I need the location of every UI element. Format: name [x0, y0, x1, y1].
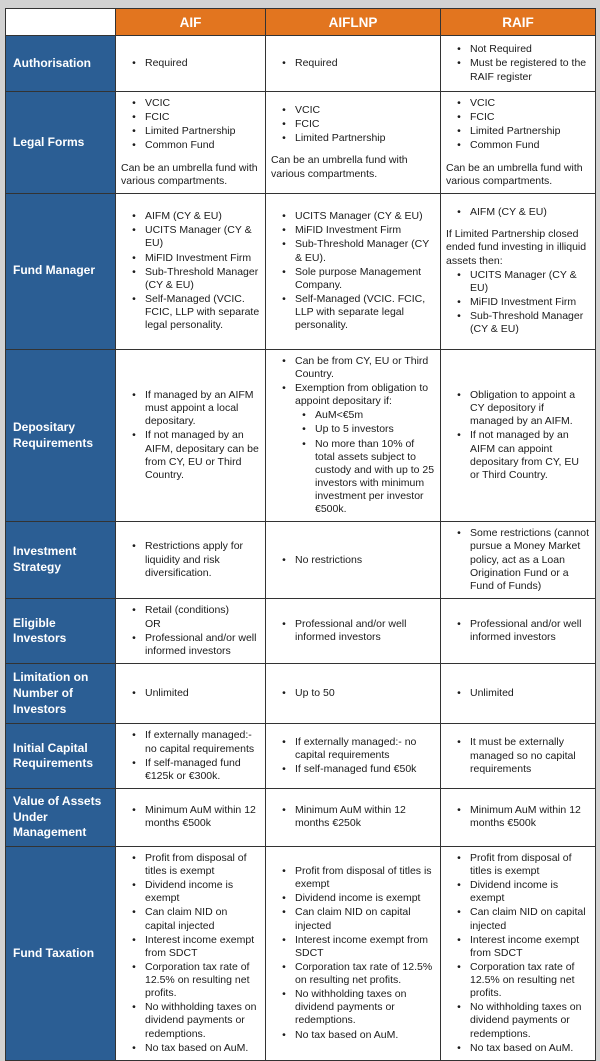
cell-paragraph	[121, 162, 260, 188]
cell-text: VCIC	[295, 104, 321, 117]
cell-text: If managed by an AIFM must appoint a local depositary.	[145, 389, 254, 428]
cell-text: UCITS Manager (CY & EU)	[470, 268, 577, 294]
cell-text: Common Fund	[470, 139, 540, 152]
bullet-icon: •	[457, 295, 461, 308]
cell-text: Dividend income is exempt	[470, 879, 559, 905]
bullet-icon: •	[457, 43, 461, 56]
row-header-value-of-assets-under-management: Value of Assets Under Management	[6, 788, 116, 846]
bullet-icon: •	[457, 268, 461, 281]
cell-text: MiFID Investment Firm	[295, 224, 402, 237]
bullet-icon: •	[457, 906, 461, 919]
bullet-icon: •	[132, 960, 136, 973]
cell-text: It must be externally managed so no capital requirements	[470, 736, 576, 775]
bullet-icon: •	[132, 125, 136, 138]
bullet-item	[446, 43, 590, 56]
cell-text: No tax based on AuM.	[470, 1041, 574, 1054]
bullet-item	[271, 293, 435, 332]
bullet-icon: •	[132, 687, 136, 700]
bullet-icon: •	[132, 879, 136, 892]
cell-text: Up to 5 investors	[315, 423, 394, 436]
cell-text: Up to 50	[295, 687, 335, 700]
cell-text: AIFM (CY & EU)	[470, 206, 547, 219]
cell-text: MiFID Investment Firm	[145, 251, 252, 264]
bullet-item	[271, 961, 435, 987]
bullet-icon: •	[457, 687, 461, 700]
table-row-fund-taxation	[6, 846, 596, 1060]
table-row-eligible-investors	[6, 598, 596, 664]
bullet-icon: •	[132, 540, 136, 553]
cell-legal-forms-aif	[116, 92, 266, 194]
bullet-item	[271, 238, 435, 264]
sub-bullet-item	[271, 423, 435, 436]
cell-text: Sub-Threshold Manager (CY & EU)	[470, 310, 584, 336]
bullet-icon: •	[457, 97, 461, 109]
bullet-item	[121, 729, 260, 755]
cell-eligible-investors-aif	[116, 598, 266, 664]
cell-fund-manager-aif	[116, 193, 266, 349]
bullet-item	[121, 252, 260, 265]
row-header-legal-forms: Legal Forms	[6, 92, 116, 194]
bullet-item	[121, 604, 260, 617]
bullet-item	[271, 906, 435, 932]
bullet-item	[121, 111, 260, 124]
bullet-icon: •	[282, 804, 286, 817]
cell-text: If not managed by an AIFM, depositary can be from CY, EU or Third Country.	[145, 429, 259, 481]
bullet-icon: •	[282, 618, 286, 630]
bullet-item	[271, 687, 435, 700]
cell-text: Can be an umbrella fund with various compartments.	[121, 161, 258, 187]
bullet-item	[121, 757, 260, 783]
bullet-item	[271, 210, 435, 223]
bullet-item	[446, 111, 590, 124]
cell-text: Profit from disposal of titles is exempt	[145, 851, 247, 877]
cell-value-of-assets-under-management-aiflnp	[266, 788, 441, 846]
cell-paragraph	[271, 154, 435, 180]
header-row	[6, 9, 596, 36]
cell-text: If self-managed fund €50k	[295, 763, 417, 776]
bullet-item	[271, 988, 435, 1027]
bullet-item	[271, 804, 435, 830]
cell-text: Unlimited	[145, 687, 189, 700]
cell-text: No withholding taxes on dividend payments or redemptions.	[470, 1001, 582, 1040]
cell-text: If not managed by an AIFM can appoint depositary from CY, EU or Third Country.	[470, 429, 579, 481]
row-header-authorisation: Authorisation	[6, 36, 116, 92]
cell-text: FCIC	[470, 111, 495, 124]
bullet-item	[446, 934, 590, 960]
cell-text: Common Fund	[145, 139, 215, 152]
bullet-item	[121, 224, 260, 250]
cell-paragraph	[446, 228, 590, 267]
cell-text: No restrictions	[295, 553, 363, 566]
cell-fund-taxation-aif	[116, 846, 266, 1060]
cell-text: No withholding taxes on dividend payments or redemptions.	[295, 988, 407, 1027]
bullet-icon: •	[282, 1028, 286, 1041]
bullet-item	[446, 687, 590, 700]
bullet-icon: •	[282, 735, 286, 748]
bullet-icon	[129, 618, 139, 631]
bullet-item	[121, 125, 260, 138]
cell-text: Dividend income is exempt	[295, 892, 421, 905]
bullet-item	[271, 118, 435, 131]
bullet-icon: •	[132, 224, 136, 237]
bullet-icon: •	[457, 310, 461, 323]
bullet-item	[446, 429, 590, 482]
cell-text: Self-Managed (VCIC. FCIC, LLP with separate legal personality.	[145, 292, 260, 332]
cell-text: If externally managed:- no capital requirements	[145, 729, 255, 755]
cell-text: Professional and/or well informed investors	[145, 632, 257, 658]
bullet-item	[446, 269, 590, 295]
bullet-icon: •	[457, 1041, 461, 1054]
bullet-icon: •	[132, 139, 136, 152]
bullet-item	[121, 139, 260, 152]
bullet-item	[446, 736, 590, 775]
cell-initial-capital-requirements-aiflnp	[266, 724, 441, 789]
cell-text: Corporation tax rate of 12.5% on resulting net profits.	[145, 960, 250, 1000]
cell-text: Limited Partnership	[295, 132, 386, 145]
bullet-icon: •	[132, 292, 136, 305]
cell-limitation-on-number-of-investors-aiflnp	[266, 664, 441, 724]
cell-text: Interest income exempt from SDCT	[470, 933, 580, 959]
bullet-icon: •	[132, 804, 136, 817]
bullet-icon: •	[282, 238, 286, 251]
bullet-icon: •	[282, 763, 286, 776]
cell-fund-manager-aiflnp	[266, 193, 441, 349]
cell-text: No tax based on AuM.	[295, 1028, 399, 1041]
cell-text: FCIC	[145, 111, 170, 124]
bullet-icon: •	[457, 851, 461, 864]
bullet-item	[271, 618, 435, 644]
cell-text: If self-managed fund €125k or €300k.	[145, 756, 241, 782]
bullet-icon: •	[132, 756, 136, 769]
bullet-icon: •	[132, 97, 136, 109]
bullet-item	[446, 1042, 590, 1055]
bullet-icon: •	[457, 206, 461, 219]
bullet-icon: •	[282, 892, 286, 905]
column-header-aif: AIF	[116, 9, 266, 36]
bullet-item	[271, 57, 435, 70]
bullet-icon: •	[457, 139, 461, 152]
bullet-icon: •	[132, 251, 136, 264]
bullet-icon: •	[457, 527, 461, 540]
cell-text: Minimum AuM within 12 months €250k	[295, 804, 406, 830]
bullet-icon: •	[302, 423, 306, 436]
bullet-icon: •	[282, 354, 286, 367]
table-row-limitation-on-number-of-investors	[6, 664, 596, 724]
bullet-icon: •	[132, 933, 136, 946]
cell-limitation-on-number-of-investors-raif	[441, 664, 596, 724]
bullet-item	[446, 618, 590, 644]
column-header-aiflnp: AIFLNP	[266, 9, 441, 36]
cell-text: Dividend income is exempt	[145, 879, 234, 905]
row-header-eligible-investors: Eligible Investors	[6, 598, 116, 664]
bullet-item	[121, 389, 260, 428]
bullet-item	[446, 961, 590, 1000]
bullet-item	[446, 1001, 590, 1040]
cell-depositary-requirements-raif	[441, 349, 596, 522]
cell-investment-strategy-aiflnp	[266, 522, 441, 599]
cell-text: Required	[295, 56, 338, 69]
cell-text: If Limited Partnership closed ended fund investing in illiquid assets then:	[446, 228, 587, 267]
cell-text: AuM<€5m	[315, 409, 364, 422]
cell-text: Can claim NID on capital injected	[295, 906, 411, 932]
cell-text: VCIC	[145, 97, 171, 109]
fund-comparison-table	[5, 8, 596, 1061]
bullet-icon: •	[457, 933, 461, 946]
bullet-item	[121, 429, 260, 482]
cell-text: Exemption from obligation to appoint depositary if:	[295, 382, 429, 408]
bullet-item	[271, 224, 435, 237]
bullet-item	[446, 879, 590, 905]
bullet-item	[271, 892, 435, 905]
bullet-item	[446, 57, 590, 83]
bullet-icon: •	[282, 104, 286, 117]
bullet-item	[121, 906, 260, 932]
cell-text: Profit from disposal of titles is exempt	[470, 851, 572, 877]
bullet-item	[446, 527, 590, 593]
cell-text: Can claim NID on capital injected	[470, 906, 586, 932]
bullet-item	[121, 804, 260, 830]
bullet-item	[271, 1029, 435, 1042]
cell-text: Sole purpose Management Company.	[295, 265, 422, 291]
bullet-icon: •	[457, 736, 461, 749]
table-row-investment-strategy	[6, 522, 596, 599]
cell-investment-strategy-raif	[441, 522, 596, 599]
bullet-icon: •	[282, 553, 286, 566]
cell-text: OR	[145, 618, 161, 630]
bullet-icon: •	[457, 57, 461, 70]
bullet-item	[121, 293, 260, 332]
row-header-investment-strategy: Investment Strategy	[6, 522, 116, 599]
row-header-fund-taxation: Fund Taxation	[6, 846, 116, 1060]
cell-text: Corporation tax rate of 12.5% on resulting net profits.	[295, 960, 433, 986]
cell-text: Corporation tax rate of 12.5% on resulting net profits.	[470, 960, 575, 1000]
cell-text: Sub-Threshold Manager (CY & EU).	[295, 238, 430, 264]
cell-text: AIFM (CY & EU)	[145, 210, 222, 223]
bullet-item	[121, 210, 260, 223]
cell-text: Must be registered to the RAIF register	[470, 57, 587, 83]
cell-text: Interest income exempt from SDCT	[145, 933, 255, 959]
cell-text: MiFID Investment Firm	[470, 295, 577, 308]
cell-text: No more than 10% of total assets subject to custody and with up to 25 investors with minimum investment per investor €500k.	[315, 437, 435, 516]
cell-investment-strategy-aif	[116, 522, 266, 599]
bullet-item	[271, 382, 435, 408]
row-header-depositary-requirements: Depositary Requirements	[6, 349, 116, 522]
bullet-item	[121, 687, 260, 700]
bullet-icon: •	[302, 437, 306, 450]
bullet-icon: •	[457, 804, 461, 817]
bullet-item	[446, 906, 590, 932]
bullet-icon: •	[132, 111, 136, 124]
corner-cell	[6, 9, 116, 36]
bullet-item	[121, 57, 260, 70]
cell-initial-capital-requirements-aif	[116, 724, 266, 789]
bullet-item	[271, 934, 435, 960]
cell-text: Unlimited	[470, 687, 514, 700]
bullet-item	[121, 961, 260, 1000]
bullet-icon: •	[132, 632, 136, 645]
cell-legal-forms-raif	[441, 92, 596, 194]
bullet-icon: •	[282, 224, 286, 237]
cell-text: Restrictions apply for liquidity and risk diversification.	[145, 540, 244, 579]
table-row-fund-manager	[6, 193, 596, 349]
cell-paragraph	[446, 162, 590, 188]
cell-text: Profit from disposal of titles is exempt	[295, 865, 432, 891]
bullet-item	[271, 865, 435, 891]
bullet-icon: •	[132, 729, 136, 742]
cell-text: UCITS Manager (CY & EU)	[295, 210, 423, 223]
cell-text: Professional and/or well informed investors	[295, 618, 407, 644]
cell-text: Not Required	[470, 43, 532, 56]
cell-text: Some restrictions (cannot pursue a Money Market policy, act as a Loan Origination Fund or a Fund of Funds)	[470, 527, 590, 592]
cell-text: No withholding taxes on dividend payments or redemptions.	[145, 1001, 257, 1040]
table-body	[6, 36, 596, 1061]
cell-text: Obligation to appoint a CY depository if managed by an AIFM.	[470, 389, 576, 428]
bullet-icon: •	[282, 118, 286, 131]
cell-value-of-assets-under-management-raif	[441, 788, 596, 846]
cell-text: Limited Partnership	[145, 125, 236, 138]
cell-eligible-investors-aiflnp	[266, 598, 441, 664]
cell-value-of-assets-under-management-aif	[116, 788, 266, 846]
bullet-icon: •	[282, 687, 286, 700]
bullet-item	[446, 139, 590, 152]
bullet-icon: •	[282, 988, 286, 1001]
bullet-icon: •	[132, 603, 136, 616]
bullet-icon: •	[132, 1041, 136, 1054]
table-row-authorisation	[6, 36, 596, 92]
cell-text: Professional and/or well informed investors	[470, 618, 582, 644]
cell-initial-capital-requirements-raif	[441, 724, 596, 789]
bullet-icon: •	[132, 429, 136, 442]
row-header-fund-manager: Fund Manager	[6, 193, 116, 349]
cell-text: Minimum AuM within 12 months €500k	[145, 804, 256, 830]
cell-text: Can be from CY, EU or Third Country.	[295, 354, 429, 380]
cell-authorisation-aif	[116, 36, 266, 92]
bullet-icon: •	[132, 851, 136, 864]
cell-legal-forms-aiflnp	[266, 92, 441, 194]
cell-eligible-investors-raif	[441, 598, 596, 664]
cell-text: If externally managed:- no capital requirements	[295, 735, 417, 762]
bullet-icon: •	[457, 618, 461, 630]
cell-text: Can be an umbrella fund with various compartments.	[446, 161, 583, 187]
bullet-icon: •	[132, 56, 136, 69]
bullet-icon: •	[282, 382, 286, 394]
row-header-limitation-on-number-of-investors: Limitation on Number of Investors	[6, 664, 116, 724]
bullet-item	[271, 104, 435, 117]
bullet-item	[121, 97, 260, 110]
bullet-icon: •	[457, 111, 461, 124]
cell-fund-taxation-raif	[441, 846, 596, 1060]
cell-text: Can be an umbrella fund with various compartments.	[271, 154, 408, 180]
table-row-depositary-requirements	[6, 349, 596, 522]
bullet-item	[121, 852, 260, 878]
cell-text: Self-Managed (VCIC. FCIC, LLP with separate legal personality.	[295, 292, 426, 332]
cell-text: Can claim NID on capital injected	[145, 906, 228, 932]
sub-bullet-item	[271, 438, 435, 517]
bullet-item	[271, 736, 435, 762]
table-row-legal-forms	[6, 92, 596, 194]
bullet-icon: •	[457, 125, 461, 138]
bullet-item	[271, 355, 435, 381]
bullet-icon: •	[132, 389, 136, 402]
cell-depositary-requirements-aif	[116, 349, 266, 522]
bullet-item	[121, 618, 260, 631]
cell-limitation-on-number-of-investors-aif	[116, 664, 266, 724]
bullet-item	[121, 266, 260, 292]
bullet-icon: •	[132, 1001, 136, 1014]
bullet-icon: •	[282, 865, 286, 877]
sub-bullet-item	[271, 409, 435, 422]
cell-text: VCIC	[470, 97, 496, 109]
bullet-icon: •	[457, 960, 461, 973]
bullet-item	[121, 1042, 260, 1055]
bullet-icon: •	[282, 210, 286, 223]
bullet-icon: •	[457, 429, 461, 442]
bullet-item	[446, 852, 590, 878]
row-header-initial-capital-requirements: Initial Capital Requirements	[6, 724, 116, 789]
table-row-value-of-assets-under-management	[6, 788, 596, 846]
cell-text: Limited Partnership	[470, 125, 561, 138]
bullet-icon: •	[282, 292, 286, 305]
cell-authorisation-raif	[441, 36, 596, 92]
cell-depositary-requirements-aiflnp	[266, 349, 441, 522]
cell-text: UCITS Manager (CY & EU)	[145, 224, 252, 250]
bullet-icon: •	[282, 906, 286, 919]
cell-authorisation-aiflnp	[266, 36, 441, 92]
bullet-item	[446, 389, 590, 428]
bullet-icon: •	[282, 56, 286, 69]
bullet-item	[121, 1001, 260, 1040]
table-row-initial-capital-requirements	[6, 724, 596, 789]
column-header-raif: RAIF	[441, 9, 596, 36]
cell-text: Required	[145, 56, 188, 69]
bullet-icon: •	[282, 960, 286, 973]
bullet-item	[271, 554, 435, 567]
bullet-item	[271, 132, 435, 145]
bullet-icon: •	[302, 409, 306, 422]
cell-text: No tax based on AuM.	[145, 1041, 249, 1054]
bullet-item	[121, 632, 260, 658]
cell-text: Sub-Threshold Manager (CY & EU)	[145, 265, 259, 291]
bullet-icon: •	[457, 389, 461, 402]
bullet-icon: •	[457, 879, 461, 892]
bullet-item	[446, 206, 590, 219]
bullet-icon: •	[132, 265, 136, 278]
bullet-icon: •	[132, 210, 136, 223]
bullet-item	[446, 97, 590, 110]
bullet-icon: •	[282, 132, 286, 145]
cell-text: FCIC	[295, 118, 320, 131]
bullet-icon: •	[457, 1001, 461, 1014]
bullet-item	[271, 763, 435, 776]
cell-text: Minimum AuM within 12 months €500k	[470, 804, 581, 830]
bullet-item	[446, 310, 590, 336]
cell-text: Retail (conditions)	[145, 603, 230, 616]
bullet-item	[446, 125, 590, 138]
bullet-icon: •	[282, 265, 286, 278]
bullet-item	[121, 934, 260, 960]
bullet-item	[446, 296, 590, 309]
cell-fund-taxation-aiflnp	[266, 846, 441, 1060]
bullet-item	[446, 804, 590, 830]
bullet-item	[271, 266, 435, 292]
bullet-icon: •	[282, 933, 286, 946]
cell-fund-manager-raif	[441, 193, 596, 349]
bullet-item	[121, 540, 260, 579]
bullet-item	[121, 879, 260, 905]
bullet-icon: •	[132, 906, 136, 919]
cell-text: Interest income exempt from SDCT	[295, 933, 429, 959]
